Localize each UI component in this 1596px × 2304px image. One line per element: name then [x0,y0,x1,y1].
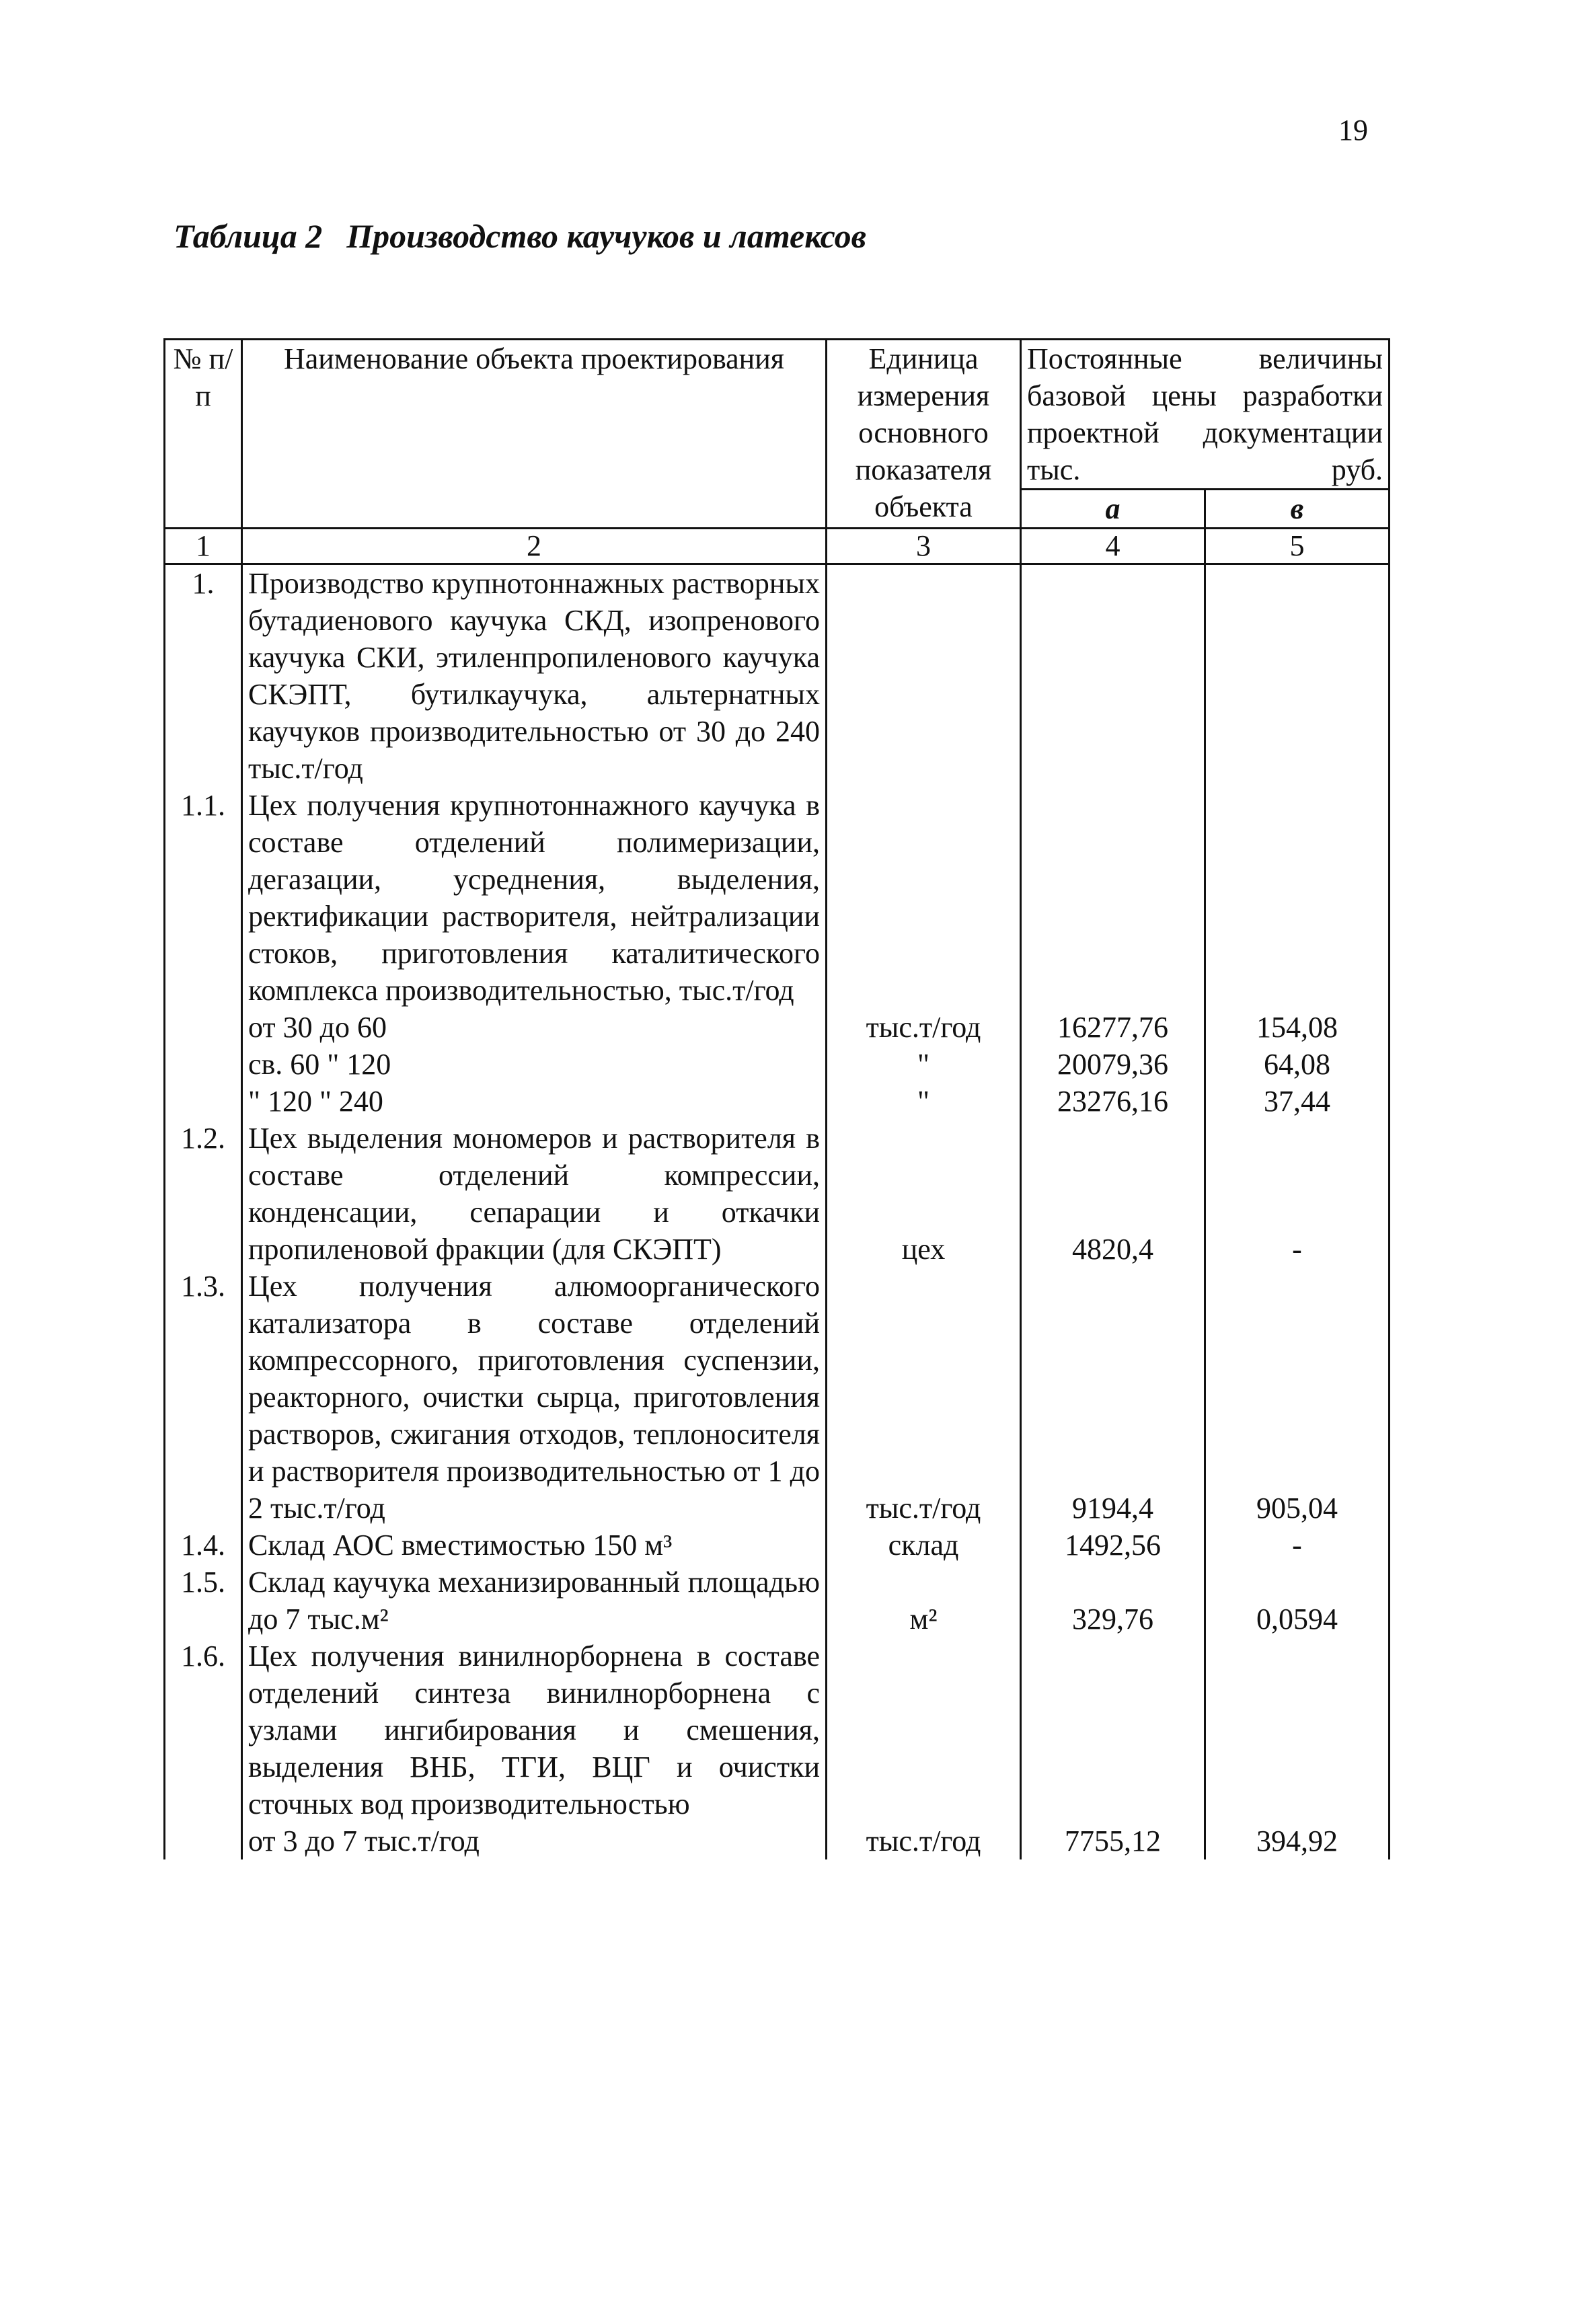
row-value-a [1021,787,1205,1009]
header-unit: Единица измерения основного показателя объекта [827,340,1021,529]
row-value-a: 4820,4 [1021,1120,1205,1268]
row-name: св. 60 " 120 [242,1046,827,1083]
row-number [165,1822,242,1859]
column-number: 3 [827,529,1021,564]
row-value-b [1205,564,1390,788]
header-row [165,340,1390,490]
row-value-b: - [1205,1120,1390,1268]
row-value-b: 0,0594 [1205,1564,1390,1638]
row-value-a: 9194,4 [1021,1268,1205,1527]
row-name: Производство крупнотоннажных растворных бутадиенового каучука СКД, изопренового каучука СКИ, этиленпропиленового каучука СКЭПТ, бутилкаучука, альтернатных каучуков производительностью от 30 до 240 тыс.т/год [242,564,827,788]
row-unit [827,787,1021,1009]
table-title: Производство каучуков и латексов [346,217,866,255]
row-unit: тыс.т/год [827,1009,1021,1046]
column-number: 1 [165,529,242,564]
row-unit: тыс.т/год [827,1822,1021,1859]
table-label: Таблица 2 [174,217,323,255]
row-name: от 3 до 7 тыс.т/год [242,1822,827,1859]
header-sub-a: а [1021,490,1205,529]
column-number: 4 [1021,529,1205,564]
row-number [165,1046,242,1083]
row-unit: " [827,1083,1021,1120]
row-unit [827,1638,1021,1822]
row-value-a [1021,1638,1205,1822]
row-value-a: 329,76 [1021,1564,1205,1638]
row-name: " 120 " 240 [242,1083,827,1120]
row-unit: " [827,1046,1021,1083]
column-number-row [165,529,1390,564]
table-row [165,1120,1390,1268]
table-row [165,1046,1390,1083]
table-row [165,1083,1390,1120]
header-number: № п/п [165,340,242,529]
row-value-b: 37,44 [1205,1083,1390,1120]
row-value-a: 7755,12 [1021,1822,1205,1859]
table-row [165,564,1390,788]
row-name: от 30 до 60 [242,1009,827,1046]
row-value-b [1205,787,1390,1009]
table-row [165,1009,1390,1046]
row-name: Цех получения алюмоорганического катализатора в составе отделений компрессорного, приготовления суспензии, реакторного, очистки сырца, приготовления растворов, сжигания отходов, теплоносителя и растворителя производительностью от 1 до 2 тыс.т/год [242,1268,827,1527]
row-value-a: 1492,56 [1021,1527,1205,1564]
row-value-a: 23276,16 [1021,1083,1205,1120]
header-name: Наименование объекта проектирования [242,340,827,529]
row-number [165,1083,242,1120]
row-value-b: 394,92 [1205,1822,1390,1859]
row-number [165,1009,242,1046]
row-value-b: 64,08 [1205,1046,1390,1083]
row-name: Цех получения винилнорборнена в составе отделений синтеза винилнорборнена с узлами ингибирования и смешения, выделения ВНБ, ТГИ, ВЦГ и очистки сточных вод производительностью [242,1638,827,1822]
row-number: 1.5. [165,1564,242,1638]
header-base-price: Постоянные величины базовой цены разработки проектной документации тыс. руб. [1021,340,1390,490]
table-caption [174,217,866,256]
row-number: 1.4. [165,1527,242,1564]
row-unit: м² [827,1564,1021,1638]
row-name: Цех получения крупнотоннажного каучука в составе отделений полимеризации, дегазации, усреднения, выделения, ректификации растворителя, нейтрализации стоков, приготовления каталитического комплекса производительностью, тыс.т/год [242,787,827,1009]
row-unit: склад [827,1527,1021,1564]
row-value-a [1021,564,1205,788]
table-row [165,1527,1390,1564]
row-unit [827,564,1021,788]
column-number: 5 [1205,529,1390,564]
row-number: 1.2. [165,1120,242,1268]
row-value-b [1205,1638,1390,1822]
row-name: Склад каучука механизированный площадью до 7 тыс.м² [242,1564,827,1638]
row-name: Склад АОС вместимостью 150 м³ [242,1527,827,1564]
table-row [165,787,1390,1009]
row-value-a: 16277,76 [1021,1009,1205,1046]
row-unit: тыс.т/год [827,1268,1021,1527]
row-value-b: - [1205,1527,1390,1564]
row-value-b: 905,04 [1205,1268,1390,1527]
table-row [165,1564,1390,1638]
row-number: 1. [165,564,242,788]
price-table [163,338,1390,1859]
table-row [165,1268,1390,1527]
table-row [165,1822,1390,1859]
row-number: 1.6. [165,1638,242,1822]
row-value-a: 20079,36 [1021,1046,1205,1083]
row-unit: цех [827,1120,1021,1268]
row-name: Цех выделения мономеров и растворителя в составе отделений компрессии, конденсации, сепарации и откачки пропиленовой фракции (для СКЭПТ) [242,1120,827,1268]
header-sub-b: в [1205,490,1390,529]
row-number: 1.1. [165,787,242,1009]
column-number: 2 [242,529,827,564]
row-value-b: 154,08 [1205,1009,1390,1046]
page-number: 19 [1338,114,1368,147]
table-row [165,1638,1390,1822]
row-number: 1.3. [165,1268,242,1527]
